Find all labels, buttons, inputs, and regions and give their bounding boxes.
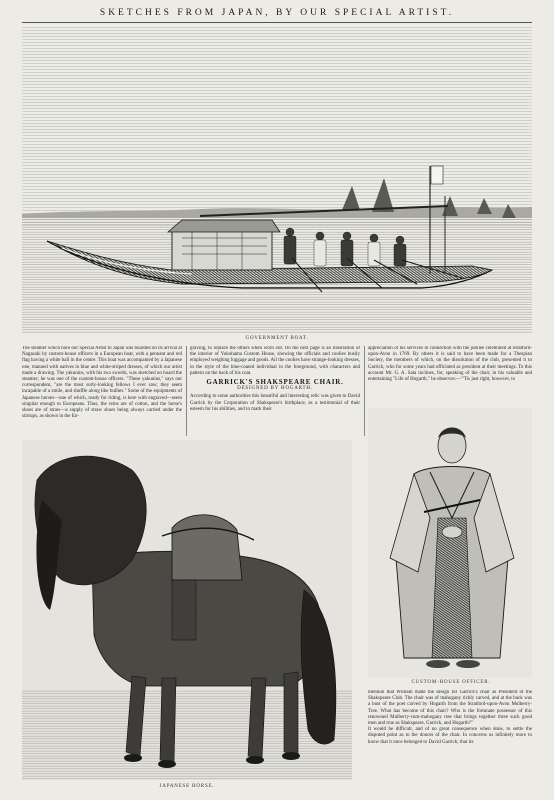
text-column-2 [190,346,360,436]
custom-house-officer-illustration [368,408,532,678]
column-divider-1 [186,346,187,436]
article-title: GARRICK'S SHAKSPEARE CHAIR. [206,378,344,387]
caption-custom-house-officer: CUSTOM-HOUSE OFFICER. [411,680,491,685]
text-column-1-body: The steamer which bore our Special Artist to Japan was boarded on its arrival at Nagasaki by custom-house officers in a European boat, with a pennant and red flag having a white ball in the centre. This boat was accompanied by a Japanese one, manned with natives in blue and white-striped dresses, of which our artist made a drawing. The yakunins, with his two swords, was sketched on board the steamer; he was one of the custom-house officers. "These yakunins," says our correspondent, "are the most surly-looking fellows I ever saw; they seem incapable of a smile, and shuffle along like bullies." Some of the equipments of Japanese horses—one of which, ready for riding, is here with engraved—seem singular enough to Europeans. Thus, the reins are of cotton, and the horse's shoes are of straw—a supply of straw shoes being always carried under the stirrups, as shown in the En- [22,346,182,420]
caption-japanese-horse: JAPANESE HORSE. [159,784,215,789]
japanese-horse-illustration [22,440,352,780]
text-column-3-body: appreciation of his services in connection with the jubilee celebrated at Stratford-upon-Avon in 1769. By others it is said to have been made for a Thespian Society, the members of which, on the dissolution of the club, presented it to Garrick, who for some years had officiated as president at their meetings. To this account Mr. G. A. Sala inclines, for, speaking of the chair, in his valuable and entertaining "Life of Hogarth," he observes:—"'Tis just right, however, to [368,346,532,383]
text-column-3 [368,346,532,404]
article-subtitle: DESIGNED BY HOGARTH. [237,386,313,392]
text-column-2-body: graving, to replace the others when worn out. On the next page is an illustration of the interior of Yokohama Custom House, showing the officials and coolies busily employed weighing luggage and goods. All the coolies have strange-looking dresses, in the style of the blue-coated individual in the foreground, with characters and pattern on the back of his coat. [190,346,360,376]
government-boat-illustration [22,26,532,334]
masthead-title: SKETCHES FROM JAPAN, BY OUR SPECIAL ARTIST. [99,8,455,18]
top-rule [22,22,532,23]
text-column-3b [368,690,532,794]
text-column-1 [22,346,182,436]
column-divider-2 [364,346,365,436]
caption-government-boat: GOVERNMENT BOAT. [245,336,309,341]
text-column-3b-body: mention that William made the design for Garrick's chair as President of the Shakspeare Club. The chair was of mahogany richly carved, and at the back was a bust of the poet carved by Hogarth from the Stratford-upon-Avon Mulberry-Tree. What has become of this chair? Who is the fortunate possessor of this renowned Mulberry-cum-mahogany tree that brings together three such good men and true as Shakspeare, Garrick, and Hogarth?" It would be difficult, and of no great consequence when done, to settle the disputed point as to the donors of the chair. In concerns us infinitely more to know that it once belonged to David Garrick; that its [368,690,532,745]
text-column-2-body-b: According to some authorities this beautiful and interesting relic was given to David Garrick by the Corporation of Shakspeare's birthplace, as a testimonial of their esteem for his abilities, and to mark their [190,394,360,412]
